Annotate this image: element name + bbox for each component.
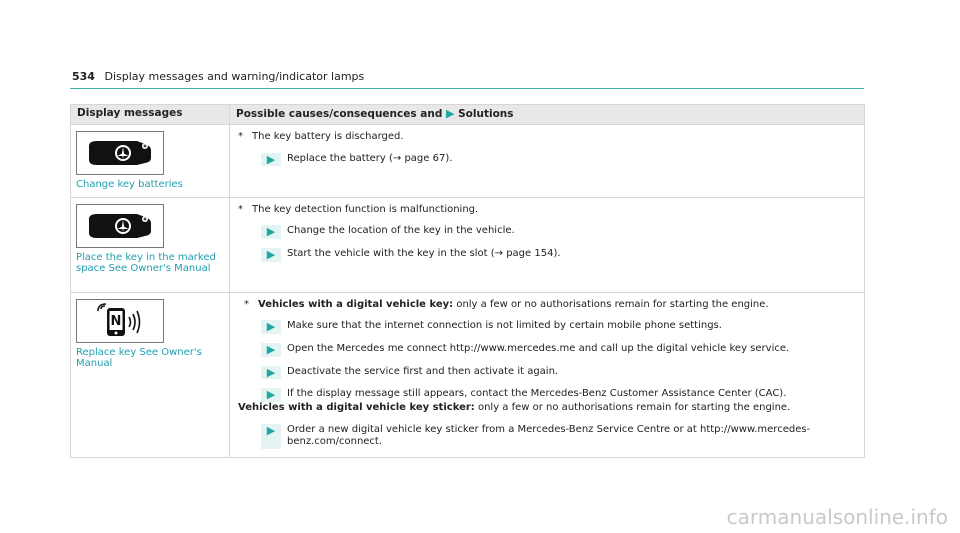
solution-text: Change the location of the key in the vehicle. (287, 225, 515, 236)
table-row (71, 125, 865, 198)
solution-text: Open the Mercedes me connect http://www.mercedes.me and call up the digital vehicle key service. (287, 342, 790, 354)
solution-arrow-icon: ▶ (261, 343, 281, 357)
solution-arrow-icon: ▶ (261, 366, 281, 380)
cause-bullet: * (238, 131, 243, 142)
cause-text: The key battery is discharged. (252, 131, 404, 142)
solution-arrow-icon: ▶ (261, 424, 281, 449)
watermark: carmanualsonline.info (726, 505, 948, 529)
sticker-bold-label: Vehicles with a digital vehicle key sticker: (238, 402, 475, 413)
solution-arrow-icon: ▶ (261, 153, 281, 167)
table-header-row (71, 105, 865, 125)
page-header (72, 70, 364, 83)
solution-arrow-icon: ▶ (261, 388, 281, 402)
sticker-note (238, 402, 856, 415)
solution-item (261, 153, 856, 167)
message-cell (71, 197, 230, 292)
solution-item (261, 424, 856, 449)
solution-text: Deactivate the service first and then activate it again. (287, 365, 559, 377)
solution-text: Make sure that the internet connection is not limited by certain mobile phone settings. (287, 320, 722, 331)
cause-bold-label: Vehicles with a digital vehicle key: (258, 298, 454, 310)
solution-arrow-icon: ▶ (261, 248, 281, 262)
solution-arrow-icon: ▶ (261, 225, 281, 239)
cause-bullet: * (238, 203, 243, 215)
message-cell (71, 125, 230, 198)
col-header-solutions-label: Solutions (458, 108, 514, 120)
causes-cell (230, 292, 865, 457)
col-header-causes-label: Possible causes/consequences and (236, 108, 443, 120)
solution-arrow-icon: ▶ (261, 320, 281, 334)
page-header-title: Display messages and warning/indicator lamps (104, 70, 365, 83)
col-header-causes (230, 105, 865, 125)
solution-item (261, 225, 856, 239)
solution-text: If the display message still appears, contact the Mercedes-Benz Customer Assistance Center (CAC). (287, 388, 787, 400)
car-key-icon (76, 131, 164, 175)
message-cell (71, 292, 230, 457)
causes-cell (230, 125, 865, 198)
cause-item (238, 131, 856, 144)
table-row (71, 197, 865, 292)
solution-text: Replace the battery (→ page 67). (287, 152, 453, 164)
svg-text:N: N (110, 313, 122, 329)
car-key-icon (76, 204, 164, 248)
display-message-text: Change key batteries (76, 179, 183, 190)
cause-bullet: * (244, 298, 249, 310)
col-header-messages: Display messages (71, 105, 230, 125)
solution-item (261, 366, 856, 380)
cause-text (258, 299, 769, 312)
display-message-text: Replace key See Owner's Manual (76, 346, 202, 369)
sticker-rest: only a few or no authorisations remain for starting the engine. (474, 402, 791, 413)
display-messages-table (70, 104, 865, 458)
solution-item (261, 343, 856, 357)
phone-nfc-icon (76, 299, 164, 343)
solution-arrow-icon: ▶ (446, 107, 455, 120)
solution-text: Start the vehicle with the key in the slot (→ page 154). (287, 247, 561, 259)
table-row (71, 292, 865, 457)
cause-item (238, 204, 856, 217)
page-number: 534 (72, 70, 95, 83)
solution-item (261, 388, 856, 402)
display-message-text: Place the key in the marked space See Owner's Manual (76, 251, 216, 274)
cause-item (244, 299, 856, 312)
solution-item (261, 248, 856, 262)
cause-rest: only a few or no authorisations remain for starting the engine. (453, 298, 769, 310)
solution-text: Order a new digital vehicle key sticker from a Mercedes-Benz Service Centre or at http://www.mercedes-benz.com/connect. (287, 423, 811, 447)
cause-text: The key detection function is malfunctioning. (252, 203, 479, 215)
header-divider (70, 88, 864, 89)
causes-cell (230, 197, 865, 292)
solution-item (261, 320, 856, 334)
